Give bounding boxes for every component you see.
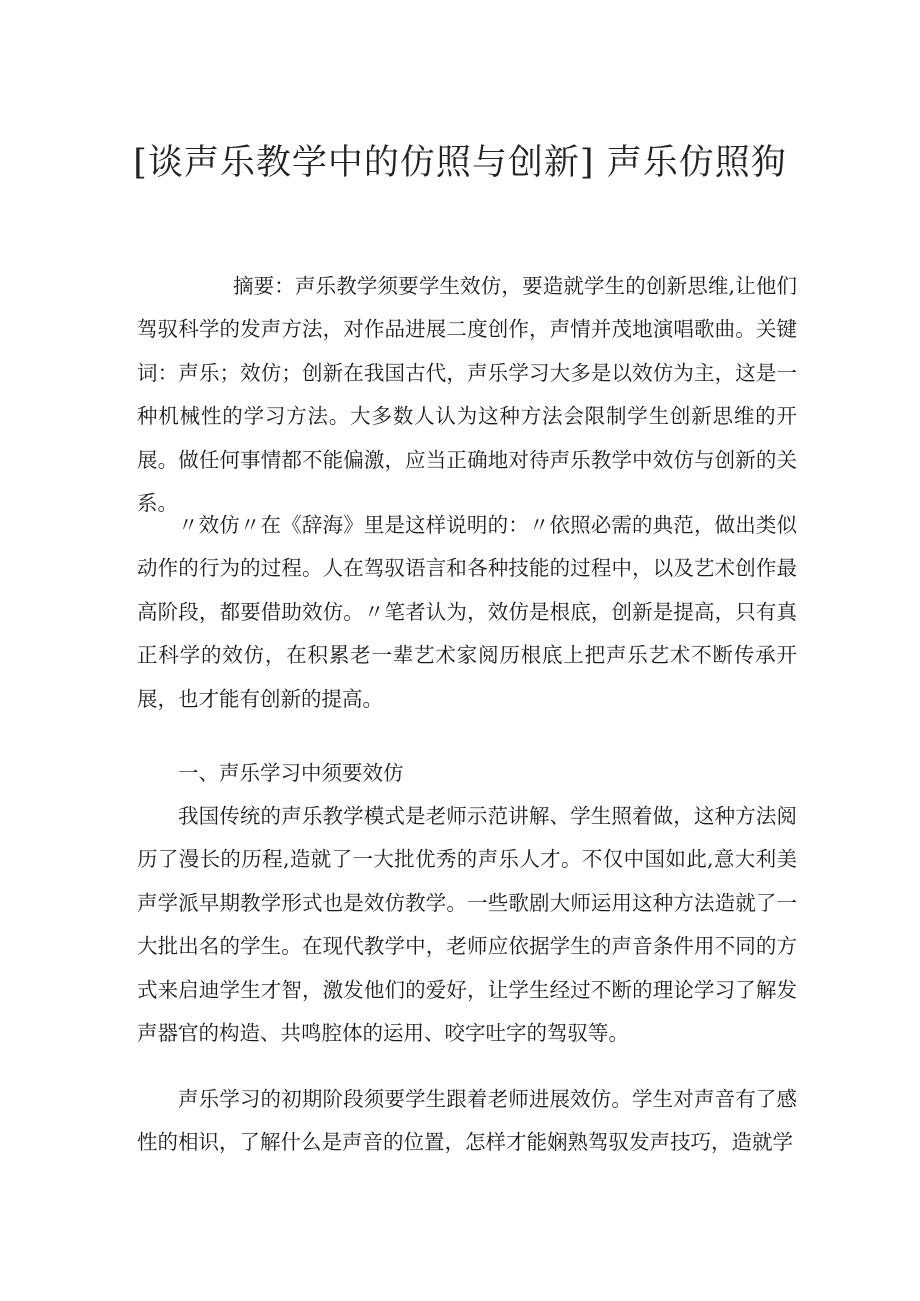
initial-stage-paragraph: 声乐学习的初期阶段须要学生跟着老师进展效仿。学生对声音有了感性的相识，了解什么是声音的位置，怎样才能娴熟驾驭发声技巧，造就学 xyxy=(137,1087,797,1155)
section-heading: 一、声乐学习中须要效仿 xyxy=(178,761,404,785)
tradition-paragraph: 我国传统的声乐教学模式是老师示范讲解、学生照着做，这种方法阅历了漫长的历程,造就了一大批优秀的声乐人才。不仅中国如此,意大利美声学派早期教学形式也是效仿教学。一些歌剧大师运用这种方法造就了一大批出名的学生。在现代教学中，老师应依据学生的声音条件用不同的方式来启迪学生才智，激发他们的爱好，让学生经过不断的理论学习了解发声器官的构造、共鸣腔体的运用、咬字吐字的驾驭等。 xyxy=(137,804,797,1046)
definition-paragraph: 〃效仿〃在《辞海》里是这样说明的：〃依照必需的典范，做出类似动作的行为的过程。人在驾驭语言和各种技能的过程中，以及艺术创作最高阶段，都要借助效仿。〃笔者认为，效仿是根底，创新是提高，只有真正科学的效仿，在积累老一辈艺术家阅历根底上把声乐艺术不断传承开展，也才能有创新的提高。 xyxy=(137,513,797,711)
document-title: [谈声乐教学中的仿照与创新] 声乐仿照狗 xyxy=(133,143,787,183)
abstract-paragraph: 摘要：声乐教学须要学生效仿，要造就学生的创新思维,让他们驾驭科学的发声方法，对作品进展二度创作，声情并茂地演唱歌曲。关键词：声乐；效仿；创新在我国古代，声乐学习大多是以效仿为主，这是一种机械性的学习方法。大多数人认为这种方法会限制学生创新思维的开展。做任何事情都不能偏激，应当正确地对待声乐教学中效仿与创新的关系。 xyxy=(137,274,797,516)
